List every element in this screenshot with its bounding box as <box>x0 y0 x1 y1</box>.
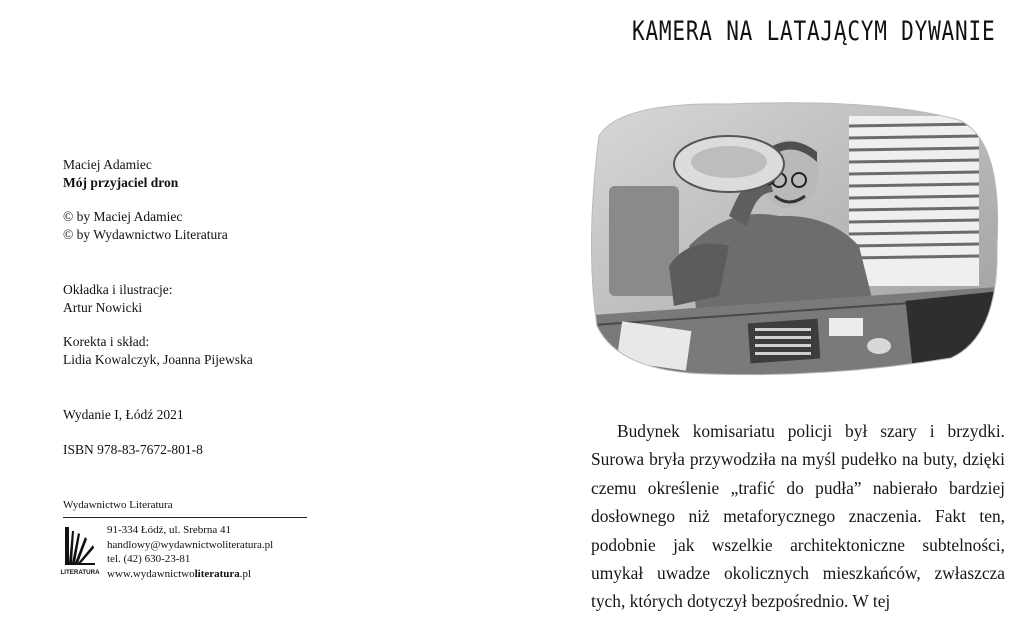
copyright-publisher: © by Wydawnictwo Literatura <box>63 226 228 242</box>
author-name: Maciej Adamiec <box>63 157 152 172</box>
publisher-email: handlowy@wydawnictwoliteratura.pl <box>107 538 274 551</box>
colophon <box>63 156 253 458</box>
right-page <box>512 0 1024 618</box>
chapter-title: KAMERA NA LATAJĄCYM DYWANIE <box>632 16 996 47</box>
cover-credit-label: Okładka i ilustracje: <box>63 282 173 297</box>
isbn: ISBN 978-83-7672-801-8 <box>63 441 203 457</box>
publisher-phone: tel. (42) 630-23-81 <box>107 553 191 566</box>
publisher-contact <box>107 523 273 581</box>
publisher-logo-icon <box>60 525 100 577</box>
publisher-address: 91-334 Łódź, ul. Srebrna 41 <box>107 524 232 536</box>
copyright-author: © by Maciej Adamiec <box>63 209 183 224</box>
book-title: Mój przyjaciel dron <box>63 174 179 190</box>
edition-info: Wydanie I, Łódź 2021 <box>63 407 184 422</box>
publisher-website: www.wydawnictwoliteratura.pl <box>107 567 252 580</box>
chapter-body-text: Budynek komisariatu policji był szary i brzydki. Surowa bryła przywodziła na myśl pudełko na buty, dzięki czemu określenie „trafić do pudła” nabierało bardziej dosłownego niż metaforycznego znaczenia. Fakt ten, podobnie jak wszelkie architektoniczne subtelności, umykał uwadze okolicznych mieszkańców, zwłaszcza tych, których dotyczył bezpośrednio. W tej <box>591 421 1005 612</box>
proofreading-label: Korekta i skład: <box>63 334 150 349</box>
svg-text:LITERATURA: LITERATURA <box>60 569 100 576</box>
cover-credit-name: Artur Nowicki <box>63 299 143 315</box>
proofreading-names: Lidia Kowalczyk, Joanna Pijewska <box>63 351 253 367</box>
publisher-name: Wydawnictwo Literatura <box>63 499 173 511</box>
police-officer-phone-illustration-icon <box>579 96 1011 392</box>
divider <box>63 517 307 518</box>
